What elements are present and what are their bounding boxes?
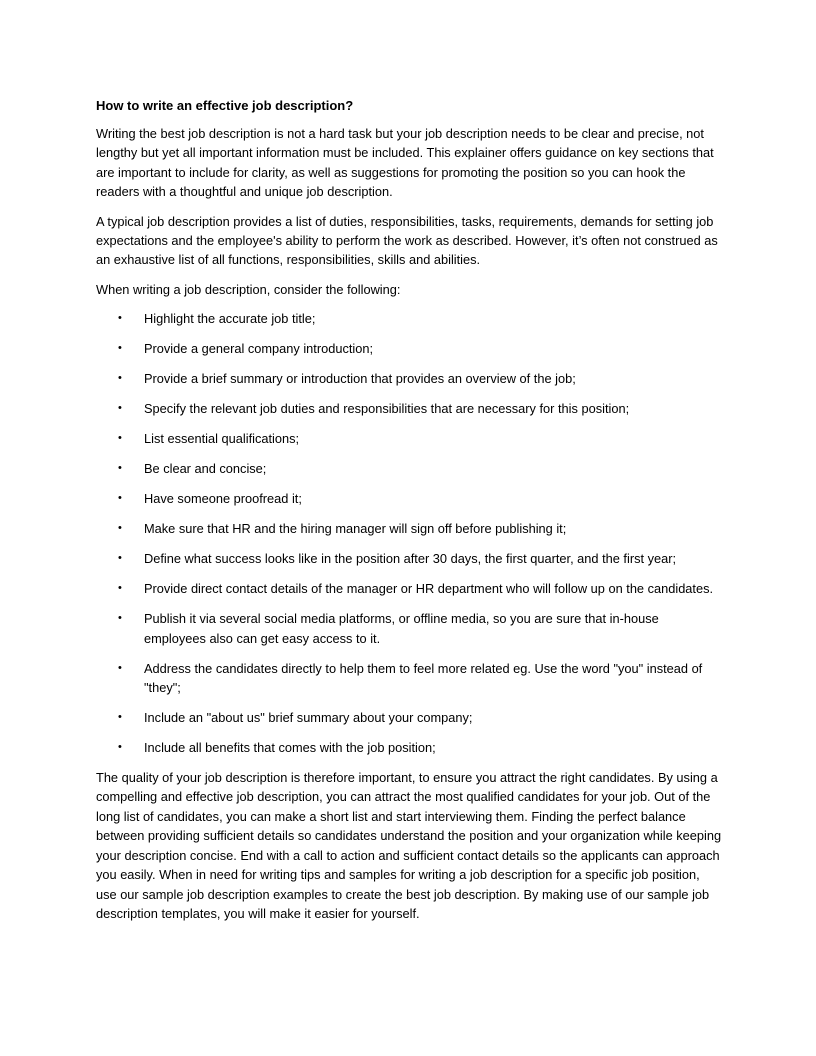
intro-paragraph-2: A typical job description provides a list of duties, responsibilities, tasks, requirements, demands for setting job expectations and the employee's ability to perform the work as described. However, it’s often not construed as an exhaustive list of all functions, responsibilities, skills and abilities. (96, 213, 718, 268)
list-item (96, 489, 722, 508)
document-page (96, 96, 722, 933)
document-title: How to write an effective job description? (96, 98, 354, 113)
list-item-text: Include all benefits that comes with the job position; (144, 740, 436, 756)
bullet-icon: • (118, 312, 122, 325)
list-item-text: Address the candidates directly to help them to feel more related eg. Use the word "you" instead of "they"; (144, 660, 703, 696)
bullet-icon: • (118, 612, 122, 625)
list-item (96, 459, 722, 478)
list-item-text: Specify the relevant job duties and responsibilities that are necessary for this position; (144, 401, 630, 417)
bullet-icon: • (118, 372, 122, 385)
bullet-icon: • (118, 432, 122, 445)
list-item (96, 369, 722, 388)
bullet-icon: • (118, 522, 122, 535)
list-item-text: Publish it via several social media platforms, or offline media, so you are sure that in-house employees also can get easy access to it. (144, 611, 659, 646)
bullet-icon: • (118, 582, 122, 595)
list-item (96, 579, 722, 598)
bullet-icon: • (118, 342, 122, 355)
closing-paragraph: The quality of your job description is therefore important, to ensure you attract the right candidates. By using a compelling and effective job description, you can attract the most qualified candidates for your job. Out of the long list of candidates, you can make a short list and start interviewing them. Finding the perfect balance between providing sufficient details so candidates understand the position and your organization while keeping your description concise. End with a call to action and sufficient contact details so the applicants can approach you easily. When in need for writing tips and samples for writing a job description for a specific job position, use our sample job description examples to create the best job description. By making use of our sample job description templates, you will make it easier for yourself. (96, 770, 722, 921)
bullet-icon: • (118, 492, 122, 505)
list-item (96, 609, 722, 648)
list-item-text: Define what success looks like in the position after 30 days, the first quarter, and the first year; (144, 551, 677, 567)
list-item (96, 549, 722, 568)
list-item (96, 708, 722, 727)
bullet-icon: • (118, 402, 122, 415)
list-item (96, 429, 722, 448)
list-item-text: Have someone proofread it; (144, 491, 302, 507)
bullet-icon: • (118, 462, 122, 475)
intro-paragraph-1: Writing the best job description is not a hard task but your job description needs to be clear and precise, not lengthy but yet all important information must be included. This explainer offers guidance on key sections that are important to include for clarity, as well as suggestions for promoting the position so you can hook the readers with a thoughtful and unique job description. (96, 126, 714, 200)
list-item-text: Highlight the accurate job title; (144, 311, 316, 327)
list-item (96, 309, 722, 328)
list-item-text: Be clear and concise; (144, 461, 267, 477)
bullet-icon: • (118, 552, 122, 565)
list-item-text: Provide a general company introduction; (144, 341, 374, 357)
list-item-text: Provide a brief summary or introduction that provides an overview of the job; (144, 371, 576, 387)
list-item-text: Include an "about us" brief summary about your company; (144, 710, 473, 726)
list-item-text: List essential qualifications; (144, 431, 300, 447)
bullet-icon: • (118, 711, 122, 724)
list-item (96, 519, 722, 538)
list-lead-in: When writing a job description, consider the following: (96, 281, 401, 297)
bullet-icon: • (118, 661, 122, 674)
list-item (96, 659, 722, 698)
list-item-text: Provide direct contact details of the manager or HR department who will follow up on the candidates. (144, 581, 714, 597)
considerations-list (96, 309, 722, 757)
list-item (96, 738, 722, 757)
list-item-text: Make sure that HR and the hiring manager will sign off before publishing it; (144, 521, 567, 537)
list-item (96, 339, 722, 358)
list-item (96, 399, 722, 418)
bullet-icon: • (118, 741, 122, 754)
